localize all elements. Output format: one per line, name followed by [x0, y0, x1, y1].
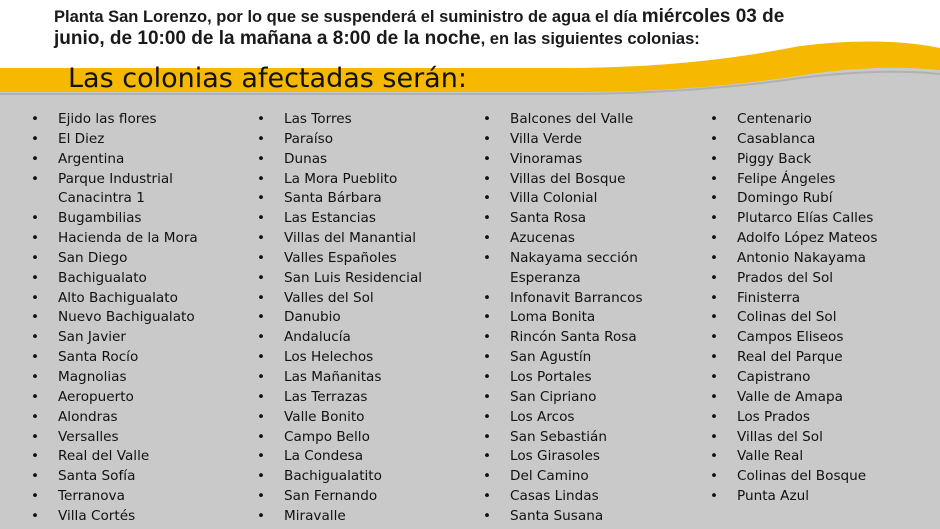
intro-time-range: junio, de 10:00 de la mañana a 8:00 de la noche [54, 28, 481, 49]
section-heading: Las colonias afectadas serán: [68, 63, 467, 94]
list-item: • Santa Susana [483, 507, 698, 527]
list-item: • Las Torres [257, 110, 472, 130]
list-item: • San Fernando [257, 487, 472, 507]
list-item: • Loma Bonita [483, 308, 698, 328]
list-item: • Los Arcos [483, 408, 698, 428]
column-4 [710, 110, 925, 507]
list-item: • San Sebastián [483, 428, 698, 448]
list-item: Esperanza [510, 269, 581, 286]
list-item: • Real del Parque [710, 348, 925, 368]
list-item: • Nuevo Bachigualato [31, 308, 246, 328]
intro-text-line2: , en las siguientes colonias: [480, 30, 700, 48]
list-item: • Balcones del Valle [483, 110, 698, 130]
list-item: • Santa Rocío [31, 348, 246, 368]
list-item: • Bachigualatito [257, 467, 472, 487]
list-item: • Antonio Nakayama [710, 249, 925, 269]
list-item: • Valle Bonito [257, 408, 472, 428]
list-item: • Bugambilias [31, 209, 246, 229]
list-item: • Andalucía [257, 328, 472, 348]
list-item: • Las Terrazas [257, 388, 472, 408]
list-item: • Bachigualato [31, 269, 246, 289]
list-item: • Prados del Sol [710, 269, 925, 289]
list-item: • Las Mañanitas [257, 368, 472, 388]
column-1 [31, 110, 246, 527]
list-item: • Infonavit Barrancos [483, 289, 698, 309]
list-item: • Danubio [257, 308, 472, 328]
list-item: • Colinas del Bosque [710, 467, 925, 487]
list-item: • Dunas [257, 150, 472, 170]
list-item: • Alondras [31, 408, 246, 428]
list-item: • Alto Bachigualato [31, 289, 246, 309]
list-item: • Nakayama sección [483, 249, 698, 269]
list-item: • Versalles [31, 428, 246, 448]
list-item: • La Condesa [257, 447, 472, 467]
list-item: • Casas Lindas [483, 487, 698, 507]
list-item: • Capistrano [710, 368, 925, 388]
list-item: • Rincón Santa Rosa [483, 328, 698, 348]
list-item: • Los Helechos [257, 348, 472, 368]
list-item: • La Mora Pueblito [257, 170, 472, 190]
list-item: • Ejido las flores [31, 110, 246, 130]
list-item: • San Diego [31, 249, 246, 269]
list-item: • Vinoramas [483, 150, 698, 170]
list-item: • San Javier [31, 328, 246, 348]
list-item: Canacintra 1 [58, 190, 145, 207]
list-item: • Hacienda de la Mora [31, 229, 246, 249]
list-item: • Aeropuerto [31, 388, 246, 408]
list-item: • El Diez [31, 130, 246, 150]
list-item: • Colinas del Sol [710, 308, 925, 328]
list-item: • Parque Industrial [31, 170, 246, 190]
list-item: • Valles Españoles [257, 249, 472, 269]
list-item: • Santa Sofía [31, 467, 246, 487]
list-item: • Villa Verde [483, 130, 698, 150]
list-item: • Domingo Rubí [710, 189, 925, 209]
list-item: • Los Portales [483, 368, 698, 388]
list-item: • Felipe Ángeles [710, 170, 925, 190]
list-item: • Campos Eliseos [710, 328, 925, 348]
list-item: • Magnolias [31, 368, 246, 388]
intro-text-line1: Planta San Lorenzo, por lo que se suspenderá el suministro de agua el día [54, 8, 638, 26]
list-item: • San Luis Residencial [257, 269, 472, 289]
column-2 [257, 110, 472, 527]
list-item: • Casablanca [710, 130, 925, 150]
list-item: • Miravalle [257, 507, 472, 527]
list-item: • Campo Bello [257, 428, 472, 448]
list-item: • Centenario [710, 110, 925, 130]
list-item: • Punta Azul [710, 487, 925, 507]
list-item: • Paraíso [257, 130, 472, 150]
list-item: • Valle Real [710, 447, 925, 467]
list-item: • Los Girasoles [483, 447, 698, 467]
list-item: • Los Prados [710, 408, 925, 428]
list-item: • Real del Valle [31, 447, 246, 467]
list-item: • Adolfo López Mateos [710, 229, 925, 249]
list-item: • Villas del Manantial [257, 229, 472, 249]
list-item: • Villa Cortés [31, 507, 246, 527]
list-item: • Valles del Sol [257, 289, 472, 309]
list-item: • Piggy Back [710, 150, 925, 170]
list-item: • Finisterra [710, 289, 925, 309]
list-item: • Las Estancias [257, 209, 472, 229]
list-item: • Argentina [31, 150, 246, 170]
list-item: • Azucenas [483, 229, 698, 249]
list-item: • Santa Rosa [483, 209, 698, 229]
list-item: • Valle de Amapa [710, 388, 925, 408]
list-item: • Villas del Bosque [483, 170, 698, 190]
list-item: • Santa Bárbara [257, 189, 472, 209]
list-item: • San Agustín [483, 348, 698, 368]
list-item: • San Cipriano [483, 388, 698, 408]
list-item: • Villa Colonial [483, 189, 698, 209]
column-3 [483, 110, 698, 527]
list-item: • Del Camino [483, 467, 698, 487]
list-item: • Villas del Sol [710, 428, 925, 448]
intro-date: miércoles 03 de [641, 6, 785, 27]
list-item: • Terranova [31, 487, 246, 507]
list-item: • Plutarco Elías Calles [710, 209, 925, 229]
